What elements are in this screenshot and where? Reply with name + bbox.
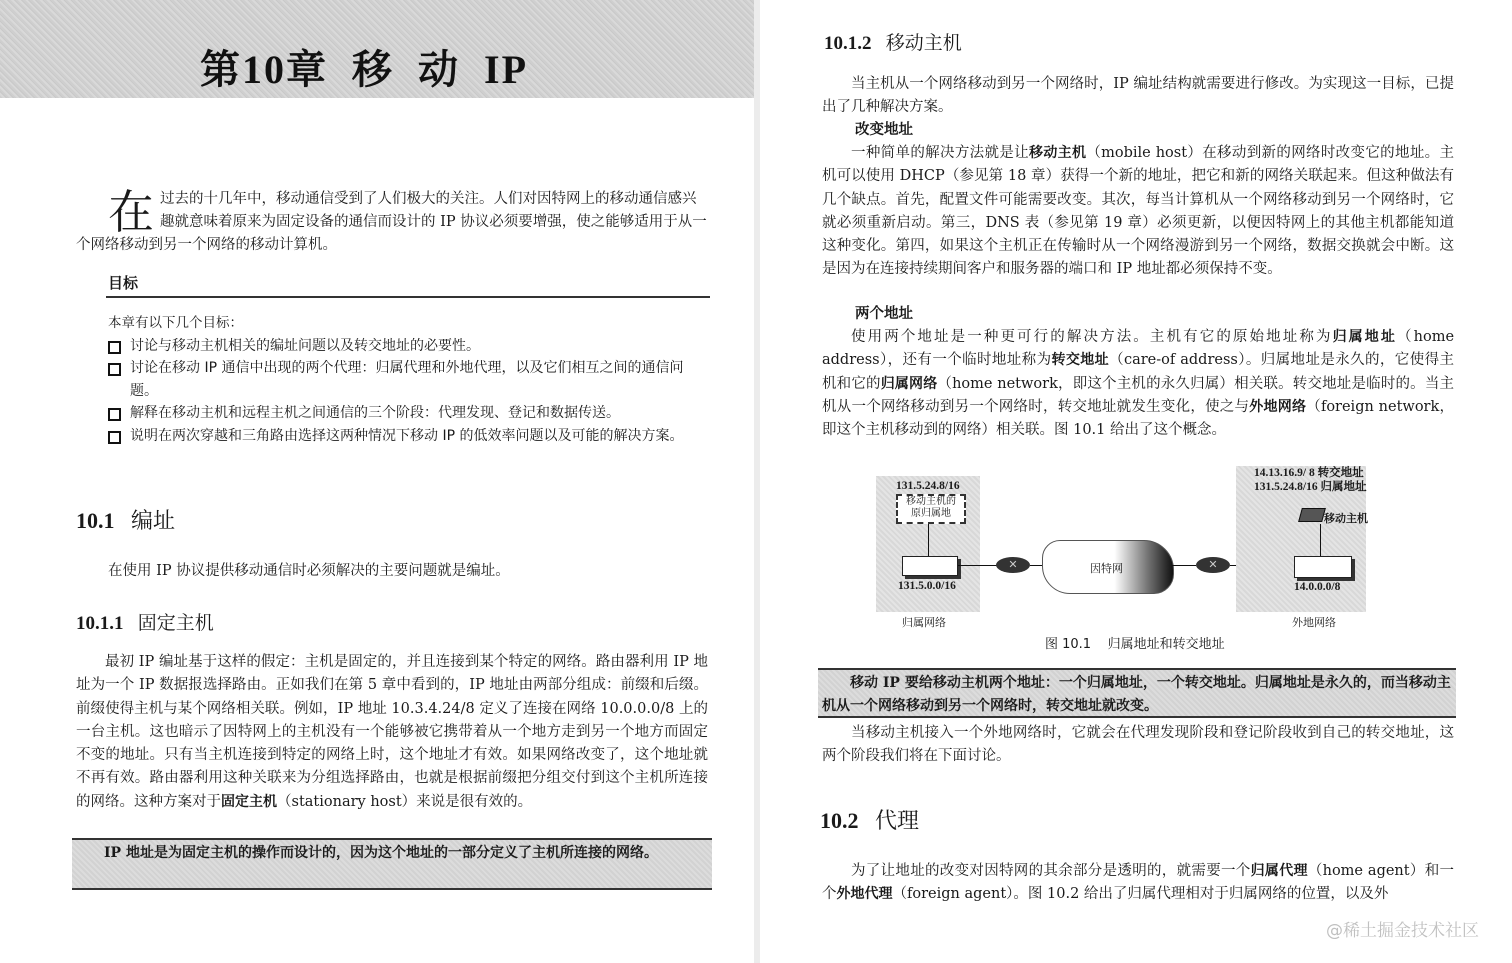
link-line xyxy=(1320,524,1321,556)
section-10-1-text: 在使用 IP 协议提供移动通信时必须解决的主要问题就是编址。 xyxy=(108,563,510,579)
subhead-two-addresses: 两个地址 xyxy=(855,306,913,322)
goals-title: 目标 xyxy=(108,274,139,292)
watermark: @稀土掘金技术社区 xyxy=(1326,921,1479,941)
home-address-line: 131.5.24.8/16 归属地址 xyxy=(1254,481,1367,493)
link-line xyxy=(1030,565,1042,566)
section-10-1-2-heading: 10.1.2 移动主机 xyxy=(824,32,962,54)
section-10-1-heading: 10.1 编址 xyxy=(76,508,176,534)
section-10-1-1-body: 最初 IP 编址基于这样的假定：主机是固定的，并且连接到某个特定的网络。路由器利用 IP 地址为一个 IP 数据报选择路由。正如我们在第 5 章中看到的，IP 地址由两部分组成：前缀和后缀。前缀使得主机与某个网络相关联。例如，IP 地址 10.3.4.24/8 定义了连接在网络 10.0.0.0/8 上的一台主机。这也暗示了因特网上的主机没有一个能够被它携带着从一个地方走到另一个地方而固定不变的地址。只有当主机连接到特定的网络上时，这个地址才有效。如果网络改变了，这个地址就不再有效。路由器利用这种关联来为分组选择路由，也就是根据前缀把分组交付到这个主机所连接的网络。这种方案对于固定主机（stationary host）来说是很有效的。 xyxy=(76,654,708,810)
foreign-network-address: 14.0.0.0/8 xyxy=(1294,581,1341,593)
goal-item: 讨论在移动 IP 通信中出现的两个代理：归属代理和外地代理，以及它们相互之间的通信问题。 xyxy=(108,357,710,402)
key-point-box: 移动 IP 要给移动主机两个地址：一个归属地址，一个转交地址。归属地址是永久的，而当移动主机从一个网络移动到另一个网络时，转交地址就改变。 xyxy=(818,668,1456,718)
original-home-box: 移动主机的 原归属地 xyxy=(896,494,966,524)
intro-paragraph xyxy=(76,185,710,257)
internet-label: 因特网 xyxy=(1090,562,1123,575)
section-10-2-heading: 10.2 代理 xyxy=(820,808,920,834)
change-address-body: 一种简单的解决方法就是让移动主机（mobile host）在移动到新的网络时改变它的地址。主机可以使用 DHCP（参见第 18 章）获得一个新的地址，把它和新的网络关联起来。但这种做法有几个缺点。首先，配置文件可能需要改变。其次，每当计算机从一个网络移动到另一个网络时，它就必须重新启动。第三，DNS 表（参见第 19 章）必须更新，以便因特网上的其他主机都能知道这种变化。第四，如果这个主机正在传输时从一个网络漫游到另一个网络，数据交换就会中断。这是因为在连接持续期间客户和服务器的端口和 IP 地址都必须保持不变。 xyxy=(822,145,1455,278)
section-10-1-2-intro: 当主机从一个网络移动到另一个网络时，IP 编址结构就需要进行修改。为实现这一目标，已提出了几种解决方案。 xyxy=(822,76,1454,116)
figure-10-1-diagram xyxy=(870,460,1410,660)
router-icon: ✕ xyxy=(1196,557,1230,573)
care-of-address-line: 14.13.16.9/ 8 转交地址 xyxy=(1254,467,1364,479)
goal-item: 解释在移动主机和远程主机之间通信的三个阶段：代理发现、登记和数据传送。 xyxy=(108,402,710,425)
home-network-label: 归属网络 xyxy=(902,616,946,629)
checkbox-bullet-icon xyxy=(108,363,121,376)
goal-item: 说明在两次穿越和三角路由选择这两种情况下移动 IP 的低效率问题以及可能的解决方案。 xyxy=(108,425,710,448)
foreign-network-label: 外地网络 xyxy=(1292,616,1336,629)
checkbox-bullet-icon xyxy=(108,408,121,421)
goals-rule xyxy=(106,296,710,298)
key-point-box: IP 地址是为固定主机的操作而设计的，因为这个地址的一部分定义了主机所连接的网络。 xyxy=(72,838,712,890)
section-10-1-1-heading: 10.1.1 固定主机 xyxy=(76,612,214,634)
goal-item: 讨论与移动主机相关的编址问题以及转交地址的必要性。 xyxy=(108,335,710,358)
section-10-2-body: 为了让地址的改变对因特网的其余部分是透明的，就需要一个归属代理（home agent）和一个外地代理（foreign agent）。图 10.2 给出了归属代理相对于归属网络的位置，以及外 xyxy=(822,863,1454,903)
after-note-text: 当移动主机接入一个外地网络时，它就会在代理发现阶段和登记阶段收到自己的转交地址，这两个阶段我们将在下面讨论。 xyxy=(822,725,1454,765)
chapter-title: 第10章 移 动 IP xyxy=(200,47,528,92)
laptop-icon xyxy=(1298,508,1326,522)
two-addresses-body: 使用两个地址是一种更可行的解决方法。主机有它的原始地址称为归属地址（home address），还有一个临时地址称为转交地址（care-of address）。归属地址是永久的，它使得主机和它的归属网络（home network，即这个主机的永久归属）相关联。转交地址是临时的。当主机从一个网络移动到另一个网络时，转交地址就发生变化，使之与外地网络（foreign network，即这个主机移动到的网络）相关联。图 10.1 给出了这个概念。 xyxy=(822,329,1455,439)
home-host-address: 131.5.24.8/16 xyxy=(896,480,960,492)
foreign-lan-switch xyxy=(1294,556,1352,578)
goals-intro: 本章有以下几个目标： xyxy=(108,315,243,331)
router-icon: ✕ xyxy=(996,557,1030,573)
checkbox-bullet-icon xyxy=(108,431,121,444)
home-network-address: 131.5.0.0/16 xyxy=(898,580,956,592)
link-line xyxy=(1172,565,1196,566)
link-line xyxy=(928,524,929,556)
figure-caption: 图 10.1 归属地址和转交地址 xyxy=(1045,637,1225,652)
drop-cap: 在 xyxy=(108,185,154,239)
subhead-change-address: 改变地址 xyxy=(855,122,913,138)
intro-text: 过去的十几年中，移动通信受到了人们极大的关注。人们对因特网上的移动通信感兴趣就意味着原来为固定设备的通信而设计的 IP 协议必须要增强，使之能够适用于从一个网络移动到另一个网络的移动计算机。 xyxy=(76,191,707,253)
home-lan-switch xyxy=(902,556,958,576)
checkbox-bullet-icon xyxy=(108,341,121,354)
mobile-host-label: 移动主机 xyxy=(1324,512,1368,525)
page-gutter xyxy=(754,0,760,963)
goals-list xyxy=(108,312,710,447)
term-stationary-host: 固定主机 xyxy=(221,793,277,810)
